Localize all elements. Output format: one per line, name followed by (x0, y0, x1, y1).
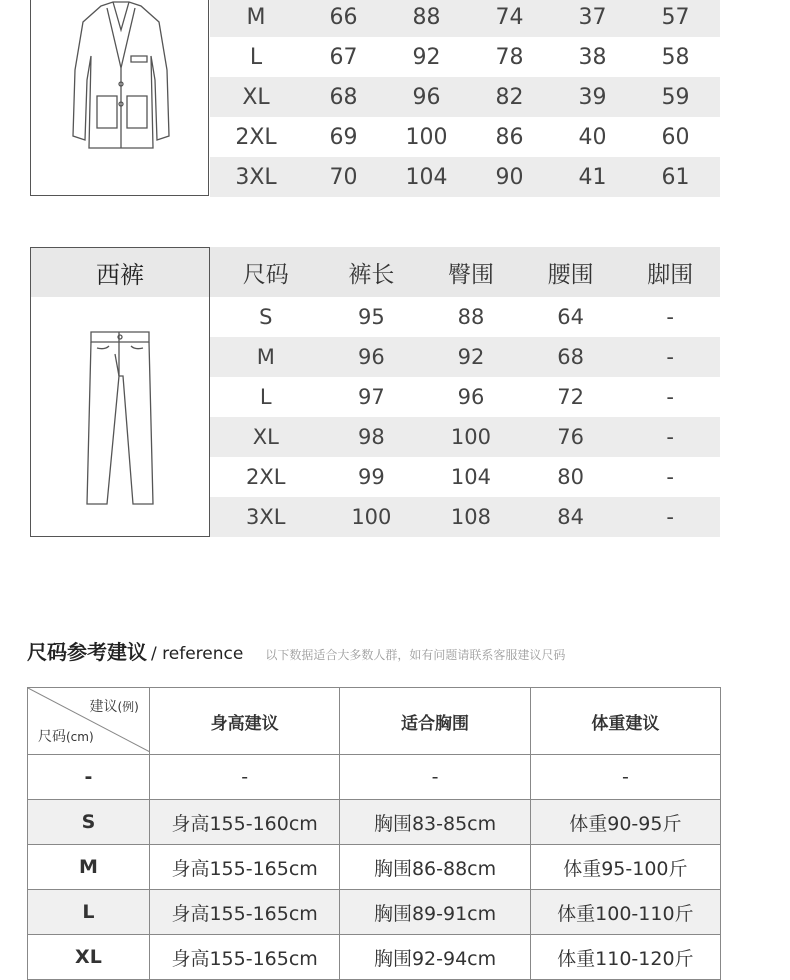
reference-note: 以下数据适合大多数人群，如有问题请联系客服建议尺码 (265, 648, 566, 662)
cell: 80 (557, 465, 584, 489)
cell: 68 (557, 345, 584, 369)
cell: - (666, 425, 674, 449)
cell: 身高155-165cm (149, 935, 340, 980)
cell: - (530, 755, 720, 800)
table-row (210, 337, 720, 377)
cell: 100 (351, 505, 392, 529)
cell: 体重90-95斤 (530, 800, 720, 845)
corner-top-unit: (例) (117, 700, 139, 714)
cell: M (256, 345, 275, 369)
cell: 84 (557, 505, 584, 529)
cell: 57 (661, 4, 690, 30)
cell: XL (242, 84, 270, 110)
cell: XL (252, 425, 279, 449)
cell: 100 (450, 425, 492, 449)
cell: 40 (578, 124, 607, 150)
header-cell: 身高建议 (149, 688, 340, 755)
cell: - (149, 755, 340, 800)
cell: - (666, 385, 674, 409)
cell: 3XL (246, 505, 286, 529)
corner-top-label (90, 696, 139, 716)
header-cell: 适合胸围 (340, 688, 530, 755)
cell: 60 (661, 124, 690, 150)
table-row (210, 417, 720, 457)
cell: 96 (358, 345, 385, 369)
cell: 98 (358, 425, 385, 449)
cell: 体重95-100斤 (530, 845, 720, 890)
reference-heading (27, 636, 565, 665)
table-row (28, 890, 721, 935)
corner-bottom-text: 尺码 (38, 729, 66, 745)
corner-bottom-label (38, 726, 94, 746)
cell: 72 (557, 385, 584, 409)
cell: 92 (412, 44, 441, 70)
corner-bottom-unit: (cm) (66, 730, 94, 744)
cell: S (28, 800, 150, 845)
cell: 61 (661, 164, 690, 190)
cell: 身高155-165cm (149, 845, 340, 890)
cell: 104 (405, 164, 448, 190)
cell: 身高155-160cm (149, 800, 340, 845)
corner-top-text: 建议 (89, 699, 118, 715)
cell: L (249, 44, 263, 70)
cell: 104 (450, 465, 492, 489)
table-row (28, 755, 721, 800)
cell: 74 (495, 4, 524, 30)
cell: L (28, 890, 150, 935)
pants-size-table (210, 297, 720, 537)
table-row (210, 77, 720, 117)
cell: 体重100-110斤 (530, 890, 720, 935)
cell: 96 (457, 385, 485, 409)
cell: 69 (329, 124, 358, 150)
cell: 67 (329, 44, 358, 70)
cell: 64 (557, 305, 584, 329)
table-row (28, 800, 721, 845)
cell: 37 (578, 4, 607, 30)
jacket-icon (71, 0, 171, 152)
corner-cell (28, 688, 150, 755)
table-row (210, 457, 720, 497)
cell: - (666, 505, 674, 529)
cell: 58 (661, 44, 690, 70)
cell: 99 (358, 465, 385, 489)
header-cell: 脚围 (647, 261, 694, 288)
table-header-row (28, 688, 721, 755)
cell: S (259, 305, 273, 329)
cell: 2XL (246, 465, 286, 489)
cell: 70 (329, 164, 358, 190)
cell: 97 (358, 385, 385, 409)
cell: - (28, 755, 150, 800)
table-row (28, 845, 721, 890)
cell: 82 (495, 84, 524, 110)
cell: 胸围86-88cm (340, 845, 530, 890)
pants-title: 西裤 (31, 248, 209, 297)
pants-table-header (210, 247, 720, 297)
cell: 59 (661, 84, 690, 110)
table-row (210, 117, 720, 157)
jacket-image (30, 0, 209, 196)
cell: 88 (457, 305, 485, 329)
cell: - (666, 345, 674, 369)
cell: 96 (412, 84, 441, 110)
cell: L (259, 385, 272, 409)
cell: 体重110-120斤 (530, 935, 720, 980)
cell: M (246, 4, 266, 30)
cell: 76 (557, 425, 584, 449)
header-cell: 臀围 (447, 261, 494, 288)
cell: 41 (578, 164, 607, 190)
cell: 78 (495, 44, 524, 70)
cell: 胸围83-85cm (340, 800, 530, 845)
cell: XL (28, 935, 150, 980)
table-row (210, 157, 720, 197)
cell: M (28, 845, 150, 890)
pants-icon (81, 328, 161, 508)
table-row (210, 0, 720, 37)
cell: 2XL (235, 124, 277, 150)
cell: 108 (450, 505, 492, 529)
cell: 3XL (235, 164, 277, 190)
cell: 胸围89-91cm (340, 890, 530, 935)
reference-subtitle: / reference (151, 644, 244, 664)
cell: - (666, 305, 674, 329)
cell: 90 (495, 164, 524, 190)
header-cell: 腰围 (547, 261, 594, 288)
table-row (210, 377, 720, 417)
cell: 66 (329, 4, 358, 30)
table-row (28, 935, 721, 980)
jacket-size-table (210, 0, 720, 197)
cell: - (666, 465, 674, 489)
cell: 胸围92-94cm (340, 935, 530, 980)
cell: 100 (405, 124, 448, 150)
cell: 68 (329, 84, 358, 110)
cell: - (340, 755, 530, 800)
cell: 身高155-165cm (149, 890, 340, 935)
cell: 38 (578, 44, 607, 70)
cell: 86 (495, 124, 524, 150)
reference-title: 尺码参考建议 (27, 640, 147, 664)
table-row (210, 497, 720, 537)
header-cell: 裤长 (348, 261, 395, 288)
pants-image-panel (30, 247, 210, 537)
cell: 39 (578, 84, 607, 110)
cell: 88 (412, 4, 441, 30)
header-cell: 体重建议 (530, 688, 720, 755)
reference-table (27, 687, 721, 980)
table-row (210, 297, 720, 337)
header-cell: 尺码 (242, 261, 289, 288)
table-row (210, 37, 720, 77)
cell: 95 (358, 305, 385, 329)
cell: 92 (457, 345, 485, 369)
